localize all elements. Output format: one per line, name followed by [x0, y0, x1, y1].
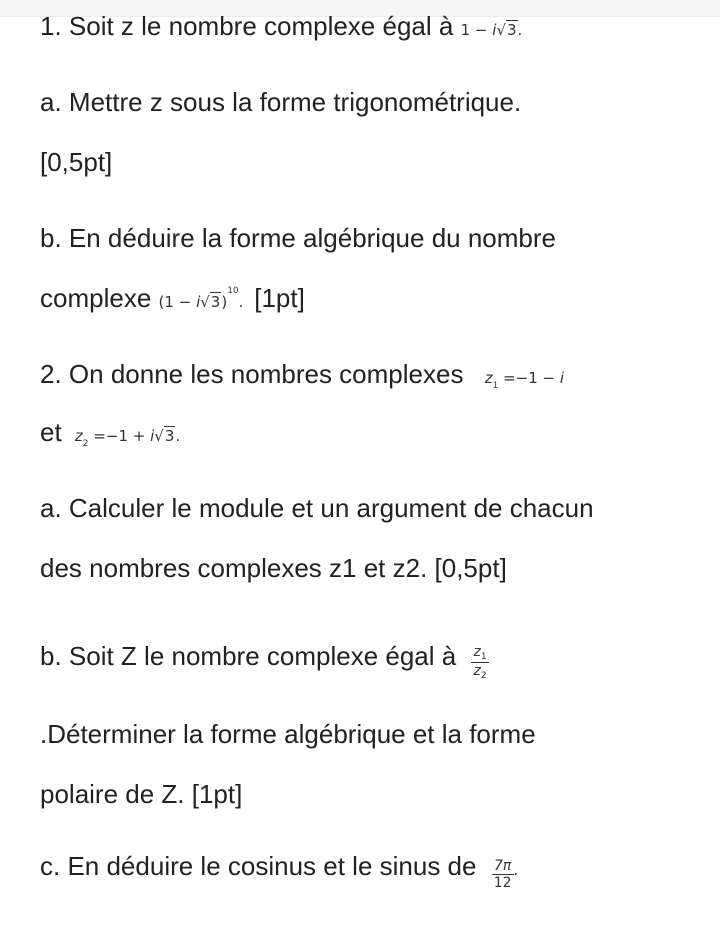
q1a-points: [0,5pt]: [40, 147, 113, 177]
q2a-line1: a. Calculer le module et un argument de chacun: [40, 493, 594, 523]
q2b-line2: .Déterminer la forme algébrique et la forme: [40, 719, 536, 749]
q1-stem-text: 1. Soit z le nombre complexe égal à: [40, 11, 454, 41]
q2b-line3: polaire de Z. [1pt]: [40, 779, 243, 809]
z2-expression: [74, 427, 181, 449]
z-sqrt: √3: [496, 21, 517, 39]
z2-sqrt: √3: [154, 427, 175, 445]
z1-sub: 1: [492, 381, 499, 391]
q1b-expr-line: [40, 280, 305, 316]
q2c-text: c. En déduire le cosinus et le sinus de: [40, 851, 477, 881]
z2-var: z: [74, 427, 83, 445]
q2-z2-line: [40, 414, 180, 450]
q2-stem-line: [40, 356, 564, 392]
fraction-numerator: [471, 644, 488, 663]
z1-eq: =: [503, 369, 516, 387]
power-rparen: ): [221, 293, 228, 311]
z1-over-z2-fraction: [471, 644, 488, 681]
z-imag-unit: i: [492, 21, 497, 39]
q2-et: et: [40, 417, 62, 447]
den-var: z: [473, 662, 481, 679]
den-sub: 2: [480, 670, 487, 681]
z2-imag-unit: i: [150, 427, 155, 445]
c-fraction-numerator: 7π: [492, 858, 514, 875]
z2-end: .: [175, 427, 181, 445]
q2a-line2: des nombres complexes z1 et z2. [0,5pt]: [40, 553, 507, 583]
q2b-line1: [40, 638, 489, 682]
z-minus: −: [474, 21, 488, 39]
fraction-denominator: [471, 663, 488, 681]
z-end: .: [517, 21, 523, 39]
q1b-line: b. En déduire la forme algébrique du nombre: [40, 223, 556, 253]
q1b-prefix: complexe: [40, 283, 152, 313]
power-root: 3: [210, 293, 221, 311]
q1a-line: a. Mettre z sous la forme trigonométrique.: [40, 87, 522, 117]
power-minus: −: [178, 293, 192, 311]
num-var: z: [473, 643, 481, 660]
c-end: .: [513, 861, 519, 879]
power-lparen: (: [158, 293, 165, 311]
power-end: .: [238, 293, 244, 311]
q2-stem-text: 2. On donne les nombres complexes: [40, 359, 464, 389]
power-exponent: 10: [227, 286, 239, 296]
q2c-line: [40, 848, 518, 892]
seven-pi-over-twelve-fraction: [492, 858, 514, 891]
z-expression: [461, 21, 523, 39]
q2b-text: b. Soit Z le nombre complexe égal à: [40, 641, 457, 671]
q1-stem-line: [40, 8, 522, 44]
q1b-points: [1pt]: [254, 283, 305, 313]
c-fraction-denominator: 12: [493, 874, 512, 891]
power-sqrt: √3: [200, 293, 221, 311]
z1-imag-unit: i: [559, 369, 565, 387]
z1-var: z: [484, 369, 493, 387]
z2-value: −1 +: [105, 427, 151, 445]
z2-root: 3: [164, 427, 175, 445]
z-root: 3: [507, 21, 517, 39]
power-one: 1: [164, 293, 174, 311]
z-one: 1: [460, 21, 471, 39]
z2-eq: =: [93, 427, 106, 445]
z1-expression: [484, 369, 565, 391]
num-sub: 1: [480, 651, 487, 662]
power-expression: [158, 286, 249, 311]
z1-value: −1 −: [515, 369, 560, 387]
z2-sub: 2: [82, 439, 89, 449]
power-imag-unit: i: [196, 293, 201, 311]
